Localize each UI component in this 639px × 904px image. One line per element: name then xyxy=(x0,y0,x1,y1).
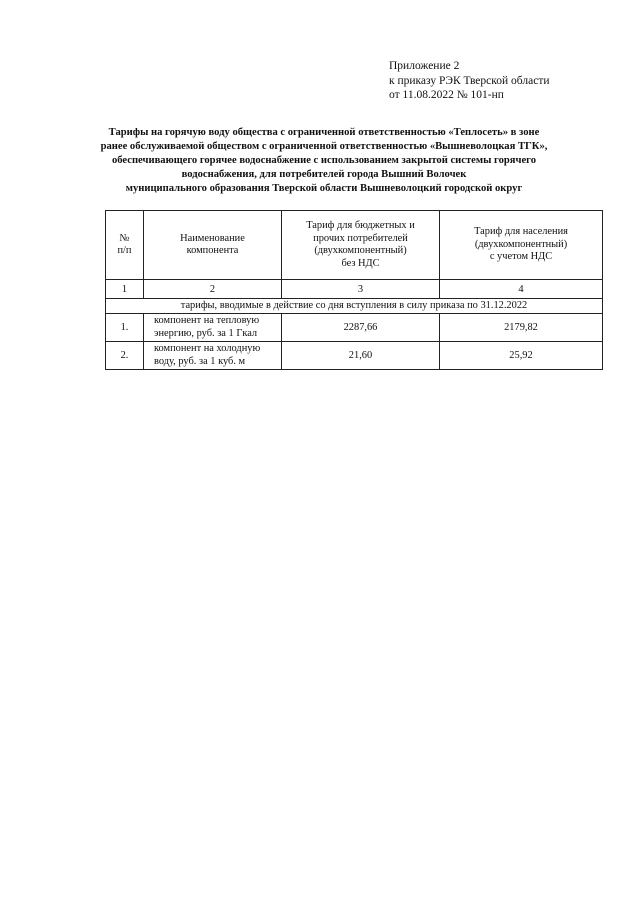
appendix-line-2: к приказу РЭК Тверской области xyxy=(389,74,550,87)
title-line-4: водоснабжения, для потребителей города Вышний Волочек xyxy=(181,169,467,180)
title-line-1: Тарифы на горячую воду общества с ограниченной ответственностью «Теплосеть» в зоне xyxy=(108,127,540,138)
index-cell: 1 xyxy=(106,280,144,299)
header-name: Наименование компонента xyxy=(144,211,282,280)
header-num: № п/п xyxy=(106,211,144,280)
column-index-row xyxy=(106,280,603,299)
population-tariff-value: 25,92 xyxy=(440,342,603,370)
index-cell: 2 xyxy=(144,280,282,299)
budget-tariff-value: 21,60 xyxy=(282,342,440,370)
appendix-block xyxy=(389,59,550,103)
header-budget-tariff: Тариф для бюджетных и прочих потребителей (двухкомпонентный) без НДС xyxy=(282,211,440,280)
population-tariff-value: 2179,82 xyxy=(440,314,603,342)
period-cell: тарифы, вводимые в действие со дня вступления в силу приказа по 31.12.2022 xyxy=(106,299,603,314)
tariff-table xyxy=(105,210,603,370)
row-number: 1. xyxy=(106,314,144,342)
title-line-5: муниципального образования Тверской области Вышневолоцкий городской округ xyxy=(125,183,523,194)
component-name: компонент на холодную воду, руб. за 1 куб. м xyxy=(144,342,282,370)
header-population-tariff: Тариф для населения (двухкомпонентный) с учетом НДС xyxy=(440,211,603,280)
row-number: 2. xyxy=(106,342,144,370)
budget-tariff-value: 2287,66 xyxy=(282,314,440,342)
table-row xyxy=(106,342,603,370)
appendix-line-1: Приложение 2 xyxy=(389,60,460,72)
component-name: компонент на тепловую энергию, руб. за 1 Гкал xyxy=(144,314,282,342)
table-header-row xyxy=(106,211,603,280)
index-cell: 3 xyxy=(282,280,440,299)
period-row xyxy=(106,299,603,314)
document-title xyxy=(60,126,588,196)
appendix-line-3: от 11.08.2022 № 101-нп xyxy=(389,89,504,101)
index-cell: 4 xyxy=(440,280,603,299)
table-row xyxy=(106,314,603,342)
title-line-2: ранее обслуживаемой обществом с ограниченной ответственностью «Вышневолоцкая ТГК», xyxy=(100,141,548,152)
title-line-3: обеспечивающего горячее водоснабжение с использованием закрытой системы горячего xyxy=(111,155,537,166)
